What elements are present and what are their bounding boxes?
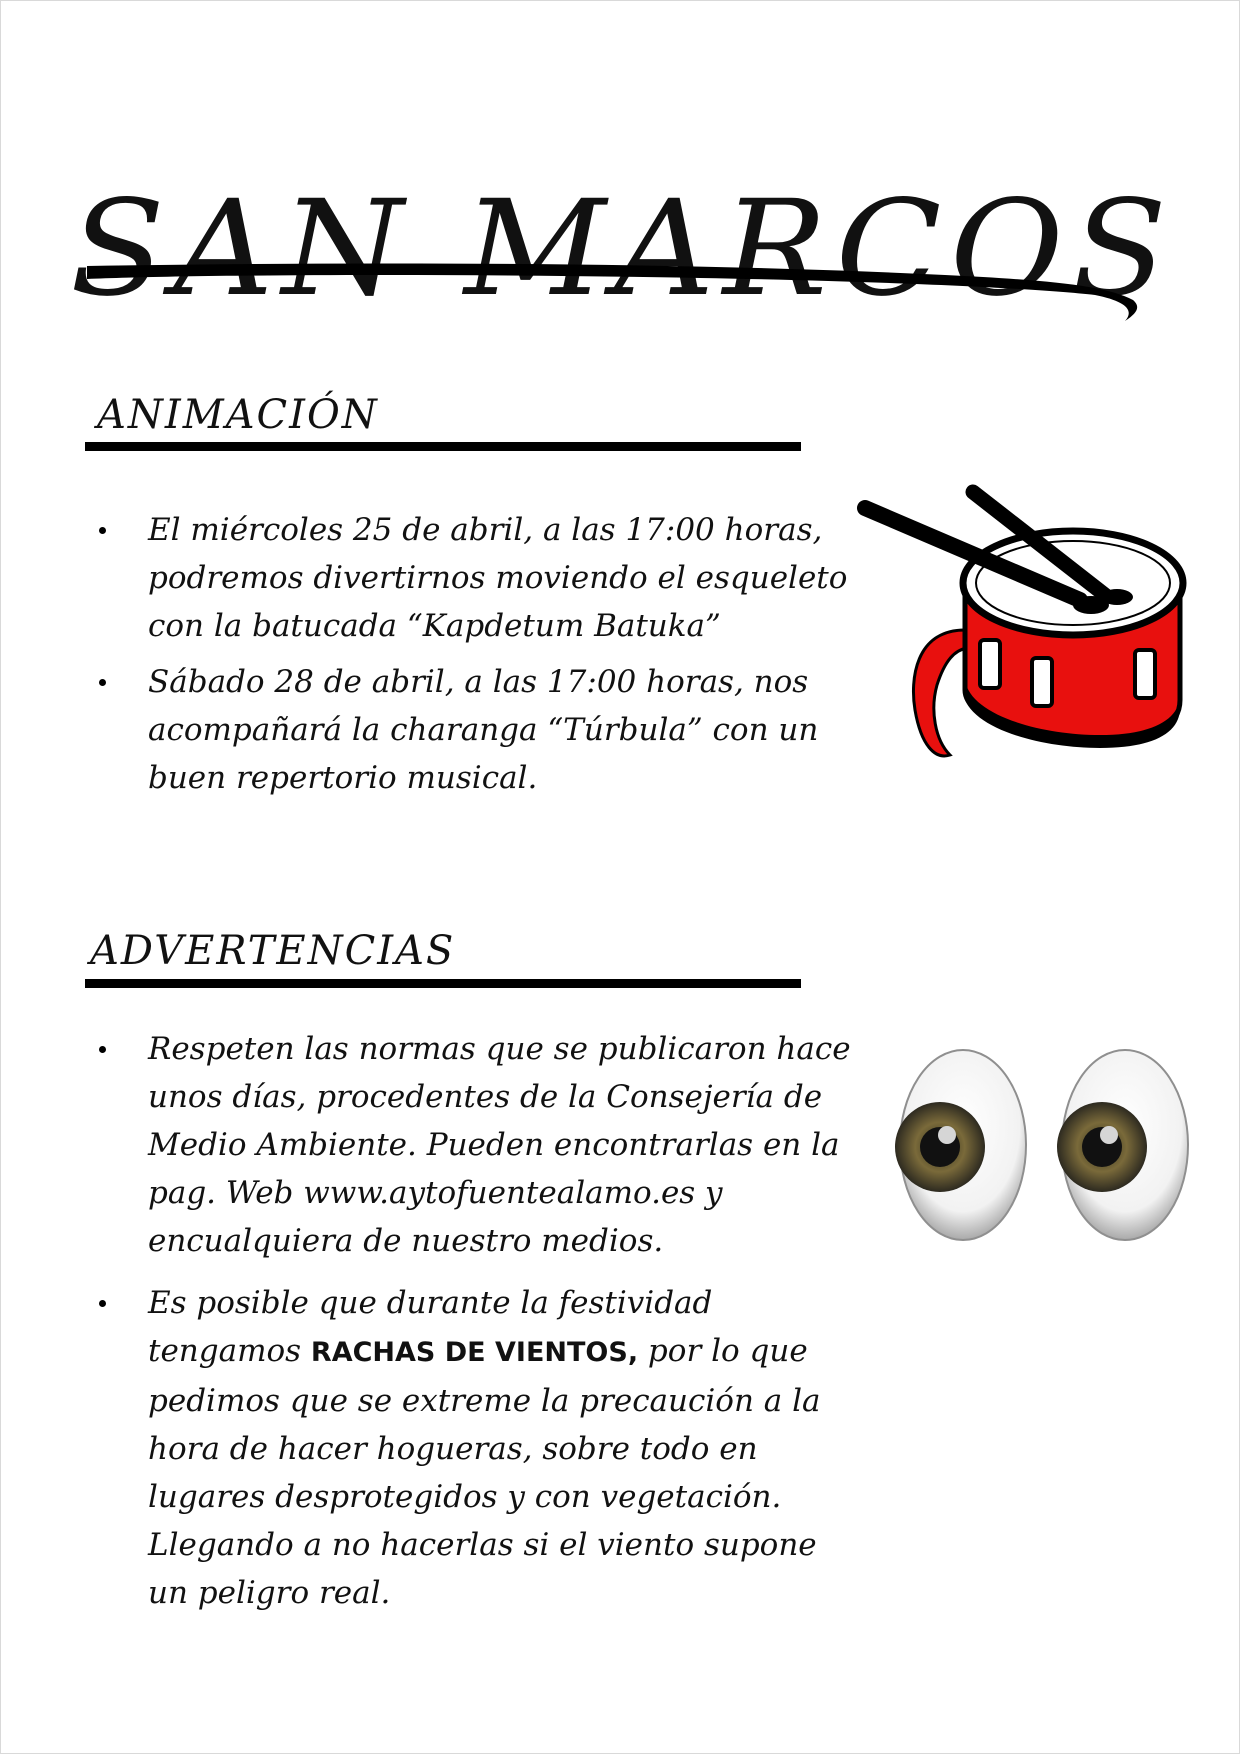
section-divider	[85, 979, 801, 988]
advertencias-list	[85, 1025, 865, 1617]
list-item	[85, 658, 865, 802]
list-item	[85, 1279, 865, 1617]
section-heading-animacion: ANIMACIÓN	[97, 392, 379, 438]
list-item-text	[148, 1285, 821, 1611]
animacion-list	[85, 506, 865, 802]
list-item	[85, 1025, 865, 1265]
bullet-icon	[99, 1300, 106, 1307]
list-item-text: Sábado 28 de abril, a las 17:00 horas, nos acompañará la charanga “Túrbula” con un buen repertorio musical.	[148, 664, 819, 796]
title-underline	[85, 255, 1145, 335]
bullet-icon	[99, 1046, 106, 1053]
bullet-icon	[99, 527, 106, 534]
section-heading-advertencias: ADVERTENCIAS	[90, 928, 456, 974]
section-divider	[85, 442, 801, 451]
list-item	[85, 506, 865, 650]
list-item-text: El miércoles 25 de abril, a las 17:00 horas, podremos divertirnos moviendo el esqueleto con la batucada “Kapdetum Batuka”	[148, 512, 848, 644]
list-item-text-end: por lo que pedimos que se extreme la precaución a la hora de hacer hogueras, sobre todo en lugares desprotegidos y con vegetación. Llegando a no hacerlas si el viento supone un peligro real.	[148, 1333, 821, 1611]
cartoon-eyes-icon	[895, 1045, 1195, 1245]
page-title: SAN MARCOS	[70, 172, 1176, 327]
bullet-icon	[99, 679, 106, 686]
list-item-text-start: Es posible que durante la festividad tengamos	[148, 1285, 713, 1369]
drum-with-sticks-icon	[855, 480, 1195, 770]
warning-emphasis: RACHAS DE VIENTOS,	[310, 1337, 639, 1368]
list-item-text: Respeten las normas que se publicaron hace unos días, procedentes de la Consejería de Medio Ambiente. Pueden encontrarlas en la pag. Web www.aytofuentealamo.es y encualquiera de nuestro medios.	[148, 1031, 851, 1259]
